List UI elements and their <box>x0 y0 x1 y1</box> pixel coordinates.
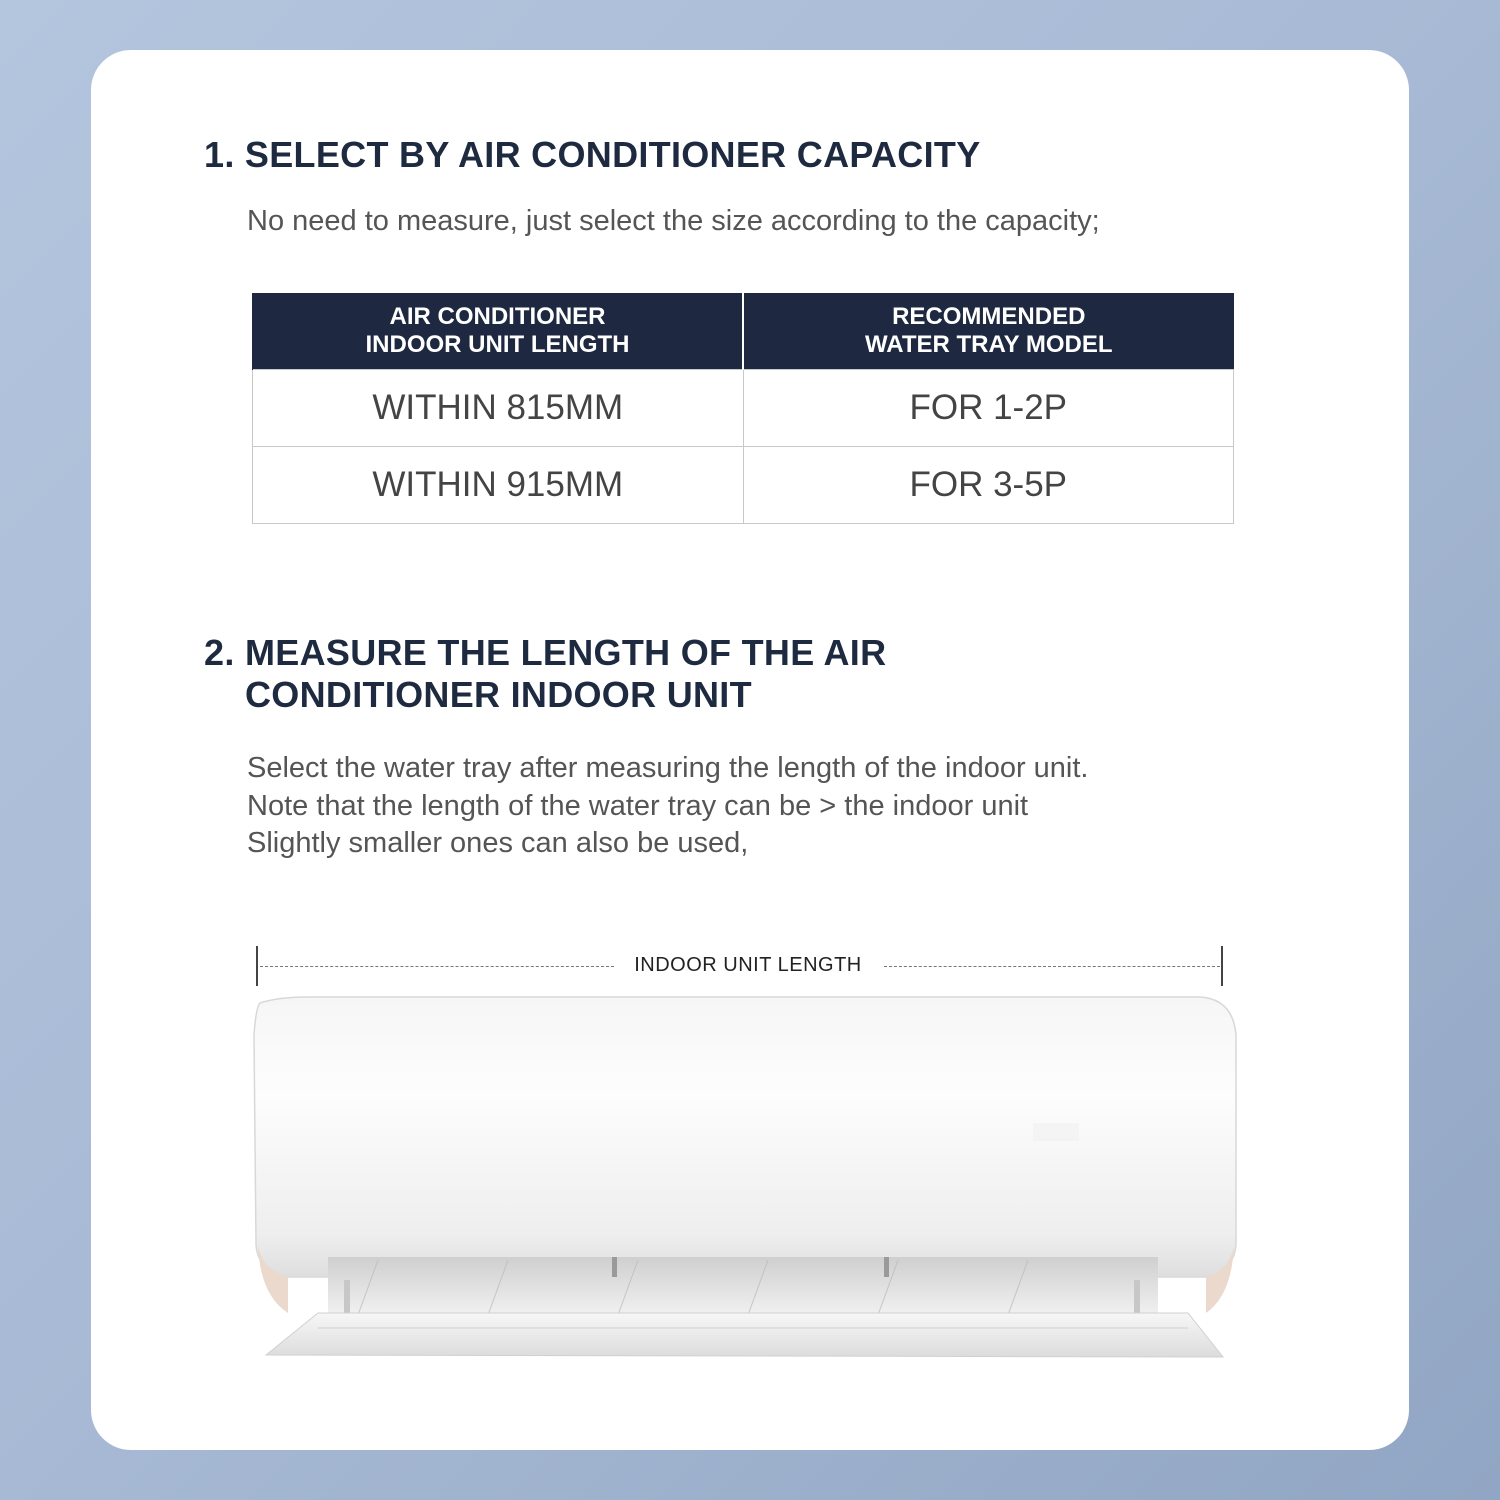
table-header-cell <box>253 293 744 370</box>
dimension-dash-right <box>884 966 1220 967</box>
table-row <box>253 370 1234 447</box>
header-line: WATER TRAY MODEL <box>864 331 1113 358</box>
dimension-dash-left <box>260 966 614 967</box>
header-line: INDOOR UNIT LENGTH <box>365 331 630 358</box>
air-conditioner-illustration <box>248 995 1244 1370</box>
section2-title-line1: MEASURE THE LENGTH OF THE AIR <box>245 632 887 673</box>
section2-title <box>204 632 886 716</box>
section2-title-line2: CONDITIONER INDOOR UNIT <box>245 674 752 715</box>
section1-subtitle: No need to measure, just select the size according to the capacity; <box>247 205 1100 237</box>
section2-number: 2. <box>204 632 235 673</box>
header-line: RECOMMENDED <box>892 303 1086 330</box>
length-dimension-line <box>256 946 1224 986</box>
size-table <box>252 293 1234 524</box>
dimension-label: INDOOR UNIT LENGTH <box>634 954 862 976</box>
table-row <box>253 447 1234 524</box>
table-cell: FOR 3-5P <box>743 447 1234 524</box>
description-line: Select the water tray after measuring the length of the indoor unit. <box>247 752 1089 784</box>
dimension-tick-left <box>256 946 258 986</box>
description-line: Note that the length of the water tray can be > the indoor unit <box>247 789 1029 822</box>
description-line: Slightly smaller ones can also be used, <box>247 827 749 859</box>
dimension-tick-right <box>1221 946 1223 986</box>
table-header-row <box>253 293 1234 370</box>
table-cell: WITHIN 915MM <box>253 447 744 524</box>
header-line: AIR CONDITIONER <box>389 303 606 330</box>
table-cell: WITHIN 815MM <box>253 370 744 447</box>
section2-description <box>247 750 1088 863</box>
table-header-cell <box>743 293 1234 370</box>
table-cell: FOR 1-2P <box>743 370 1234 447</box>
section1-title: 1. SELECT BY AIR CONDITIONER CAPACITY <box>204 134 981 175</box>
